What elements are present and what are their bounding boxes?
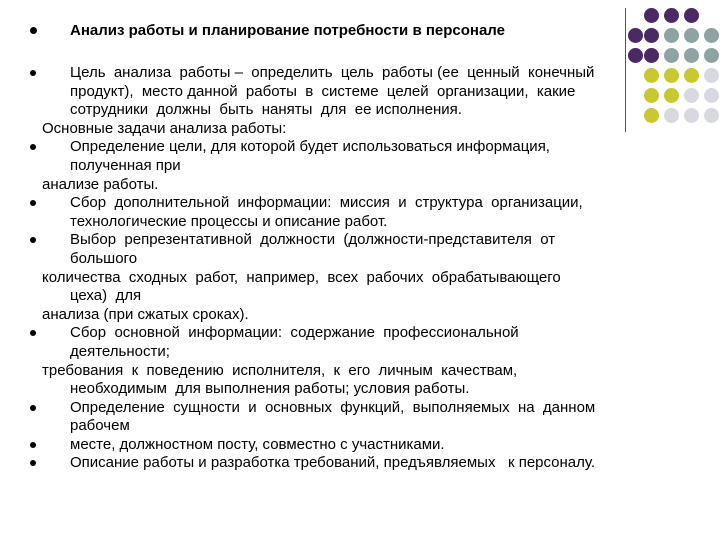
text-line bbox=[42, 176, 674, 195]
decor-dot bbox=[644, 48, 659, 63]
bullet-icon bbox=[30, 405, 36, 411]
text-line-content: Сбор основной информации: содержание профессиональной bbox=[70, 324, 519, 342]
text-line-content: деятельности; bbox=[70, 342, 170, 360]
text-line bbox=[42, 343, 674, 362]
decor-dot bbox=[704, 68, 719, 83]
decor-dot bbox=[684, 8, 699, 23]
decor-dot bbox=[684, 108, 699, 123]
decor-dot bbox=[704, 48, 719, 63]
bullet-icon bbox=[30, 200, 36, 206]
text-line bbox=[42, 324, 674, 343]
text-line bbox=[42, 417, 674, 436]
text-line-content: Основные задачи анализа работы: bbox=[42, 119, 287, 137]
text-line bbox=[42, 157, 674, 176]
bullet-icon bbox=[30, 330, 36, 336]
decor-dot bbox=[664, 28, 679, 43]
text-line-content: цеха) для bbox=[70, 287, 142, 305]
decor-dot bbox=[684, 28, 699, 43]
text-line bbox=[42, 194, 674, 213]
decor-dot bbox=[644, 28, 659, 43]
text-line bbox=[42, 454, 674, 473]
text-line bbox=[42, 436, 674, 455]
text-line-content: Определение сущности и основных функций, выполняемых на данном bbox=[70, 398, 596, 416]
text-line-content: анализе работы. bbox=[42, 175, 159, 193]
bullet-icon bbox=[30, 237, 36, 243]
decor-dot bbox=[664, 48, 679, 63]
text-line-content: Описание работы и разработка требований, предъявляемых к персоналу. bbox=[70, 454, 596, 472]
text-line bbox=[42, 380, 674, 399]
slide-title-row bbox=[30, 22, 610, 39]
text-line-content: технологические процессы и описание работ. bbox=[70, 212, 388, 230]
decor-dot bbox=[628, 28, 643, 43]
text-line-content: требования к поведению исполнителя, к его личным качествам, bbox=[42, 361, 518, 379]
text-line-content: продукт), место данной работы в системе целей организации, какие bbox=[70, 82, 576, 100]
text-line bbox=[42, 138, 674, 157]
text-line bbox=[42, 101, 674, 120]
decor-dot bbox=[628, 48, 643, 63]
text-line bbox=[42, 399, 674, 418]
text-line bbox=[42, 213, 674, 232]
text-line-content: Цель анализа работы – определить цель работы (ее ценный конечный bbox=[70, 64, 595, 81]
text-line bbox=[42, 120, 674, 139]
slide-body bbox=[42, 64, 674, 473]
decor-dot bbox=[664, 8, 679, 23]
text-line-content: рабочем bbox=[70, 417, 130, 435]
text-line-content: необходимым для выполнения работы; условия работы. bbox=[70, 380, 470, 398]
text-line bbox=[42, 83, 674, 102]
text-line-content: большого bbox=[70, 249, 138, 267]
text-line-content: анализа (при сжатых сроках). bbox=[42, 305, 249, 323]
decor-dot bbox=[644, 8, 659, 23]
slide-title: Анализ работы и планирование потребности в персонале bbox=[70, 22, 505, 39]
bullet-icon bbox=[30, 460, 36, 466]
bullet-icon bbox=[30, 70, 36, 76]
bullet-icon bbox=[30, 144, 36, 150]
decor-dot bbox=[704, 108, 719, 123]
text-line-content: Выбор репрезентативной должности (должности-представителя от bbox=[70, 231, 556, 249]
text-line-content: полученная при bbox=[70, 156, 181, 174]
decor-dot bbox=[684, 88, 699, 103]
text-line bbox=[42, 287, 674, 306]
decor-dot bbox=[684, 68, 699, 83]
text-line-content: количества сходных работ, например, всех рабочих обрабатывающего bbox=[42, 268, 561, 286]
bullet-icon bbox=[30, 27, 37, 34]
text-line-content: сотрудники должны быть наняты для ее исполнения. bbox=[70, 101, 462, 119]
text-line-content: Определение цели, для которой будет использоваться информация, bbox=[70, 138, 550, 156]
text-line bbox=[42, 250, 674, 269]
text-line bbox=[42, 306, 674, 325]
text-line-content: Сбор дополнительной информации: миссия и структура организации, bbox=[70, 194, 583, 212]
text-line bbox=[42, 269, 674, 288]
decor-dot bbox=[684, 48, 699, 63]
bullet-icon bbox=[30, 442, 36, 448]
text-line bbox=[42, 362, 674, 381]
text-line bbox=[42, 231, 674, 250]
text-line-content: месте, должностном посту, совместно с участниками. bbox=[70, 435, 445, 453]
text-line bbox=[42, 64, 674, 83]
decor-dot bbox=[704, 28, 719, 43]
decor-dot bbox=[704, 88, 719, 103]
